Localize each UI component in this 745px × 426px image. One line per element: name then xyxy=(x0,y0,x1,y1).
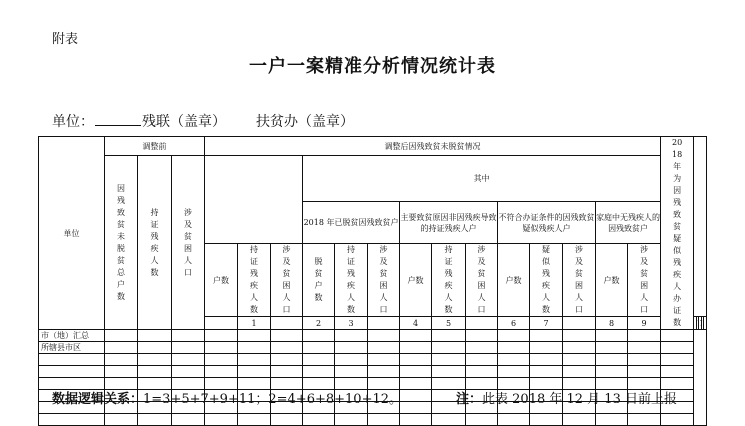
data-cell[interactable] xyxy=(205,330,238,342)
data-cell[interactable] xyxy=(335,330,368,342)
table-row xyxy=(39,342,707,354)
data-cell[interactable] xyxy=(596,354,628,366)
g4-col-1: 户数 xyxy=(596,244,628,317)
column-number-cell: 7 xyxy=(530,317,563,330)
data-cell[interactable] xyxy=(138,354,172,366)
before-card-holders-text: 持证残疾人数 xyxy=(150,207,159,277)
data-cell[interactable] xyxy=(238,414,271,426)
data-cell[interactable] xyxy=(563,342,596,354)
data-cell[interactable] xyxy=(432,354,466,366)
data-cell[interactable] xyxy=(498,330,530,342)
poverty-office-label: 扶贫办（盖章） xyxy=(256,114,354,130)
data-cell[interactable] xyxy=(303,366,335,378)
data-cell[interactable] xyxy=(335,342,368,354)
column-number-cell: 3 xyxy=(335,317,368,330)
data-cell[interactable] xyxy=(498,354,530,366)
data-cell[interactable] xyxy=(271,330,303,342)
unit-label: 单位： xyxy=(52,114,94,130)
data-cell[interactable] xyxy=(368,366,400,378)
data-cell[interactable] xyxy=(661,414,694,426)
data-cell[interactable] xyxy=(466,354,498,366)
data-cell[interactable] xyxy=(563,330,596,342)
g2-col-2 xyxy=(432,244,466,317)
data-cell[interactable] xyxy=(530,354,563,366)
data-cell[interactable] xyxy=(530,342,563,354)
data-cell[interactable] xyxy=(432,342,466,354)
data-cell[interactable] xyxy=(105,414,138,426)
data-cell[interactable] xyxy=(432,366,466,378)
data-cell[interactable] xyxy=(530,414,563,426)
group-3-header: 不符合办证条件的因残致贫疑似残疾人户 xyxy=(498,202,596,244)
data-cell[interactable] xyxy=(238,354,271,366)
row-label: 市（地）汇总 xyxy=(39,330,105,342)
g2-col-3-text: 涉及贫困人口 xyxy=(477,245,486,314)
data-cell[interactable] xyxy=(466,342,498,354)
g2-col-3 xyxy=(466,244,498,317)
note-text: 此表 2018 年 12 月 13 日前上报 xyxy=(482,392,677,407)
data-cell[interactable] xyxy=(530,366,563,378)
data-cell[interactable] xyxy=(335,354,368,366)
g1-col-3-text: 涉及贫困人口 xyxy=(379,245,388,314)
after-households: 户数 xyxy=(205,244,238,317)
data-cell[interactable] xyxy=(400,330,432,342)
data-cell[interactable] xyxy=(661,342,694,354)
data-cell[interactable] xyxy=(271,366,303,378)
column-number-cell xyxy=(563,317,596,330)
row-label xyxy=(39,354,105,366)
g3-col-2 xyxy=(530,244,563,317)
data-cell[interactable] xyxy=(271,342,303,354)
column-number-cell: 2 xyxy=(303,317,335,330)
note-footer xyxy=(456,388,677,407)
data-cell[interactable] xyxy=(466,330,498,342)
data-cell[interactable] xyxy=(138,342,172,354)
data-cell[interactable] xyxy=(661,366,694,378)
table-row xyxy=(39,330,707,342)
g2-col-1: 户数 xyxy=(400,244,432,317)
after-blank-cell xyxy=(205,156,303,244)
g1-col-2-text: 持证残疾人数 xyxy=(347,245,356,314)
data-cell[interactable] xyxy=(400,378,432,390)
data-cell[interactable] xyxy=(498,342,530,354)
certificate-count-text: 2018 年为因残致贫疑似残疾人办证数 xyxy=(672,138,683,327)
data-cell[interactable] xyxy=(466,414,498,426)
before-households-text: 因残致贫未脱贫总户数 xyxy=(117,183,125,301)
column-number-cell: 6 xyxy=(498,317,530,330)
data-cell[interactable] xyxy=(661,354,694,366)
group-1-header: 2018 年已脱贫因残致贫户 xyxy=(303,202,400,244)
logic-text: 1=3+5+7+9+11；2=4+6+8+10+12。 xyxy=(143,392,403,407)
g1-col-3 xyxy=(368,244,400,317)
data-cell[interactable] xyxy=(498,366,530,378)
g3-col-3-text: 涉及贫困人口 xyxy=(575,245,584,314)
data-cell[interactable] xyxy=(172,414,205,426)
data-cell[interactable] xyxy=(138,414,172,426)
data-cell[interactable] xyxy=(172,366,205,378)
data-cell[interactable] xyxy=(628,330,661,342)
data-cell[interactable] xyxy=(335,414,368,426)
after-adjust-header: 调整后因残致贫未脱贫情况 xyxy=(205,137,661,156)
data-cell[interactable] xyxy=(368,414,400,426)
before-poor-population-header xyxy=(172,156,205,330)
after-card-holders-text: 持证残疾人数 xyxy=(250,245,259,314)
data-cell[interactable] xyxy=(238,366,271,378)
data-cell[interactable] xyxy=(563,366,596,378)
data-cell[interactable] xyxy=(530,330,563,342)
page-title: 一户一案精准分析情况统计表 xyxy=(249,56,496,77)
data-cell[interactable] xyxy=(172,342,205,354)
g3-col-1: 户数 xyxy=(498,244,530,317)
column-number-cell: 4 xyxy=(400,317,432,330)
logic-label: 数据逻辑关系： xyxy=(52,392,144,407)
column-number-cell: 5 xyxy=(432,317,466,330)
data-cell[interactable] xyxy=(596,414,628,426)
data-cell[interactable] xyxy=(628,342,661,354)
data-cell[interactable] xyxy=(271,414,303,426)
data-cell[interactable] xyxy=(563,354,596,366)
column-number-cell xyxy=(205,317,238,330)
column-number-cell: 8 xyxy=(596,317,628,330)
g4-col-2 xyxy=(628,244,661,317)
data-cell[interactable] xyxy=(498,414,530,426)
data-cell[interactable] xyxy=(205,354,238,366)
data-cell[interactable] xyxy=(628,414,661,426)
statistics-table xyxy=(38,136,707,426)
g3-col-3 xyxy=(563,244,596,317)
data-cell[interactable] xyxy=(596,342,628,354)
data-cell[interactable] xyxy=(628,366,661,378)
unit-blank[interactable] xyxy=(95,113,141,126)
before-households-header xyxy=(105,156,138,330)
g1-col-1 xyxy=(303,244,335,317)
after-poor-population xyxy=(271,244,303,317)
g4-col-2-text: 涉及贫困人口 xyxy=(640,245,649,314)
g2-col-2-text: 持证残疾人数 xyxy=(444,245,453,314)
column-number-cell xyxy=(704,317,707,330)
data-cell[interactable] xyxy=(432,330,466,342)
g3-col-2-text: 疑似残疾人数 xyxy=(542,245,551,314)
data-cell[interactable] xyxy=(238,342,271,354)
after-card-holders xyxy=(238,244,271,317)
data-cell[interactable] xyxy=(368,342,400,354)
data-cell[interactable] xyxy=(596,330,628,342)
after-poor-population-text: 涉及贫困人口 xyxy=(282,245,291,314)
logic-footer xyxy=(52,388,402,407)
before-poor-population-text: 涉及贫困人口 xyxy=(184,207,192,277)
data-cell[interactable] xyxy=(205,366,238,378)
data-cell[interactable] xyxy=(400,390,432,402)
data-cell[interactable] xyxy=(368,330,400,342)
data-cell[interactable] xyxy=(138,366,172,378)
row-label xyxy=(39,414,105,426)
data-cell[interactable] xyxy=(432,414,466,426)
data-cell[interactable] xyxy=(466,366,498,378)
column-number-cell xyxy=(368,317,400,330)
data-cell[interactable] xyxy=(105,330,138,342)
data-cell[interactable] xyxy=(303,414,335,426)
group-2-header: 主要致贫原因非因残疾导致的持证残疾人户 xyxy=(400,202,498,244)
column-number-cell xyxy=(466,317,498,330)
data-cell[interactable] xyxy=(238,330,271,342)
data-cell[interactable] xyxy=(400,414,432,426)
data-cell[interactable] xyxy=(628,354,661,366)
before-card-holders-header xyxy=(138,156,172,330)
data-cell[interactable] xyxy=(303,342,335,354)
table-row xyxy=(39,366,707,378)
row-label: 所辖县市区 xyxy=(39,342,105,354)
data-cell[interactable] xyxy=(205,342,238,354)
data-cell[interactable] xyxy=(303,354,335,366)
unit-column-header: 单位 xyxy=(39,137,105,330)
certificate-count-header xyxy=(661,137,694,330)
data-cell[interactable] xyxy=(271,354,303,366)
data-cell[interactable] xyxy=(400,402,432,414)
data-cell[interactable] xyxy=(105,354,138,366)
data-cell[interactable] xyxy=(563,414,596,426)
data-cell[interactable] xyxy=(172,354,205,366)
row-label xyxy=(39,366,105,378)
data-cell[interactable] xyxy=(105,366,138,378)
data-cell[interactable] xyxy=(400,354,432,366)
data-cell[interactable] xyxy=(105,342,138,354)
group-4-header: 家庭中无残疾人的因残致贫户 xyxy=(596,202,661,244)
note-label: 注： xyxy=(456,392,483,407)
data-cell[interactable] xyxy=(596,366,628,378)
g1-col-2 xyxy=(335,244,368,317)
data-cell[interactable] xyxy=(335,366,368,378)
data-cell[interactable] xyxy=(661,330,694,342)
data-cell[interactable] xyxy=(400,366,432,378)
org-suffix: 残联（盖章） xyxy=(142,114,226,130)
table-row xyxy=(39,354,707,366)
data-cell[interactable] xyxy=(172,330,205,342)
before-adjust-header: 调整前 xyxy=(105,137,205,156)
data-cell[interactable] xyxy=(303,330,335,342)
appendix-label: 附表 xyxy=(52,32,79,47)
column-number-cell xyxy=(271,317,303,330)
column-number-cell: 1 xyxy=(238,317,271,330)
data-cell[interactable] xyxy=(400,342,432,354)
column-number-cell: 9 xyxy=(628,317,661,330)
table-row xyxy=(39,414,707,426)
g1-col-1-text: 脱贫户数 xyxy=(314,257,323,302)
data-cell[interactable] xyxy=(205,414,238,426)
of-which-header: 其中 xyxy=(303,156,661,202)
data-cell[interactable] xyxy=(138,330,172,342)
data-cell[interactable] xyxy=(368,354,400,366)
unit-line xyxy=(52,111,354,131)
